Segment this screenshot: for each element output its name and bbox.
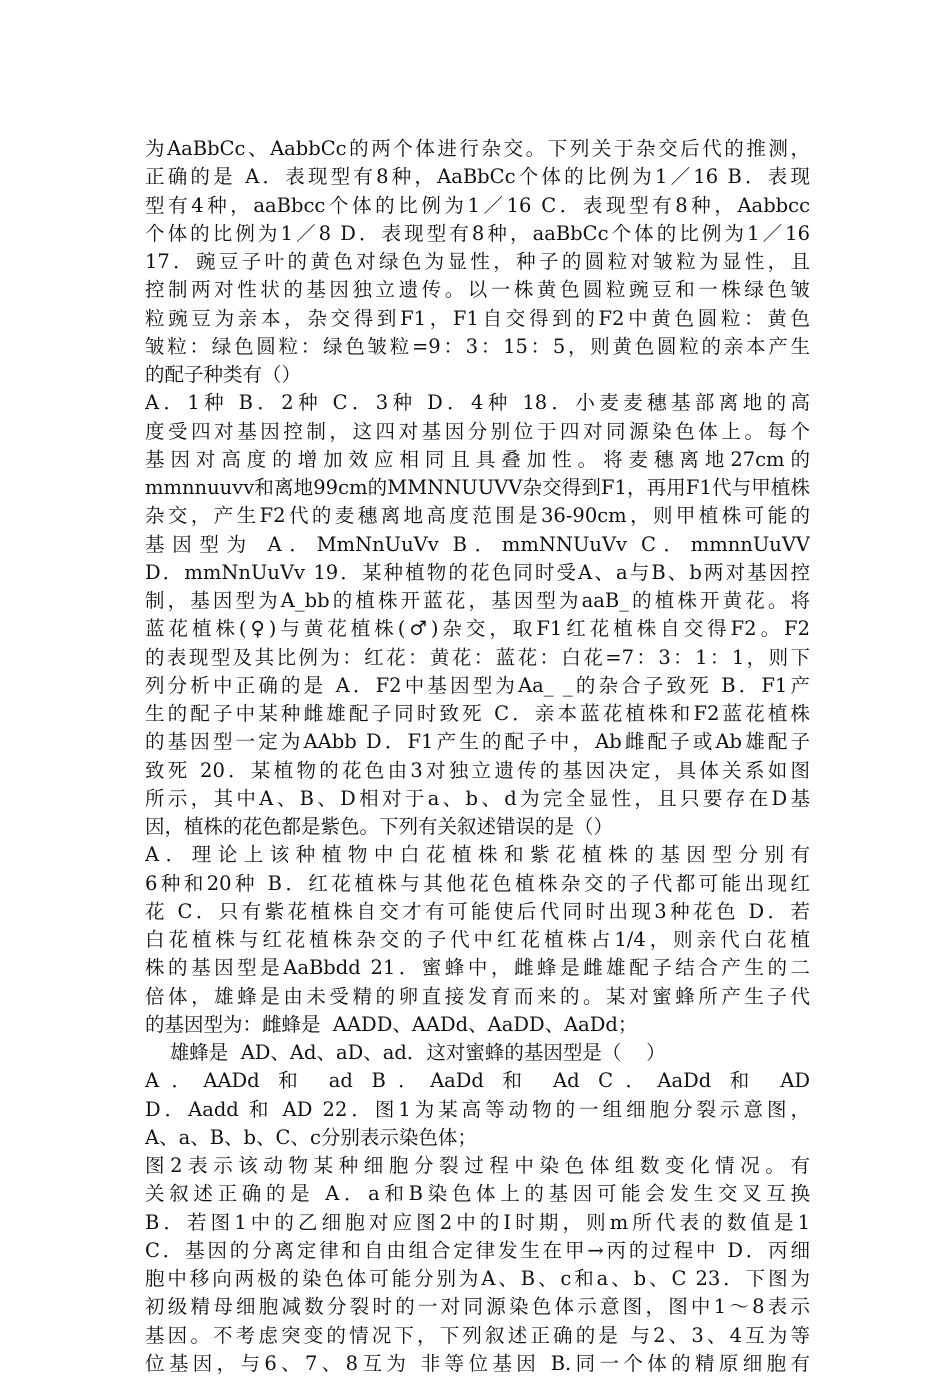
text-line: mmnnuuvv和离地99cm的MMNNUUVV杂交得到F1，再用F1代与甲植株 xyxy=(145,476,810,499)
text-line: 度受四对基因控制，这四对基因分别位于四对同源染色体上。每个 xyxy=(145,419,810,443)
text-line: 杂交，产生F2代的麦穗离地高度范围是36-90cm，则甲植株可能的 xyxy=(145,504,810,528)
text-line: A．理论上该种植物中白花植株和紫花植株的基因型分别有 xyxy=(145,843,810,867)
text-line: D．Aadd 和 AD 22．图1为某高等动物的一组细胞分裂示意图， xyxy=(145,1097,810,1121)
text-line: 控制两对性状的基因独立遗传。以一株黄色圆粒豌豆和一株绿色皱 xyxy=(145,278,810,302)
text-line: 花 C．只有紫花植株自交才有可能使后代同时出现3种花色 D．若 xyxy=(145,899,810,923)
text-line: 胞中移向两极的染色体可能分别为A、B、c和a、b、C 23．下图为 xyxy=(145,1267,810,1290)
text-line: 的基因型为：雌蜂是 AADD、AADd、AaDD、AaDd； xyxy=(145,1012,638,1036)
text-line: A．1种 B．2种 C．3种 D．4种 18．小麦麦穗基部离地的高 xyxy=(145,391,810,415)
text-line: A．AADd 和 ad B．AaDd 和 Ad C．AaDd 和 AD xyxy=(145,1069,810,1093)
text-line: 蓝花植株(♀)与黄花植株(♂)杂交，取F1红花植株自交得F2。F2 xyxy=(145,617,810,641)
text-line: 型有4种，aaBbcc个体的比例为1／16 C．表现型有8种，Aabbcc xyxy=(145,193,810,217)
text-line: 株的基因型是AaBbdd 21．蜜蜂中，雌蜂是雌雄配子结合产生的二 xyxy=(145,956,810,980)
text-line: 列分析中正确的是 A．F2中基因型为Aa_ _的杂合子致死 B．F1产 xyxy=(145,673,810,697)
text-line: 白花植株与红花植株杂交的子代中红花植株占1/4，则亲代白花植 xyxy=(145,928,810,951)
text-line: 个体的比例为1／8 D．表现型有8种，aaBbCc个体的比例为1／16 xyxy=(145,221,810,245)
text-line: 粒豌豆为亲本，杂交得到F1，F1自交得到的F2中黄色圆粒：黄色 xyxy=(145,306,810,330)
text-line: 正确的是 A．表现型有8种，AaBbCc个体的比例为1／16 B．表现 xyxy=(145,165,810,189)
text-line: 17．豌豆子叶的黄色对绿色为显性，种子的圆粒对皱粒为显性，且 xyxy=(145,250,810,273)
text-line: 基因对高度的增加效应相同且具叠加性。将麦穗离地27cm的 xyxy=(145,447,810,471)
text-line: 为AaBbCc、AabbCc的两个体进行杂交。下列关于杂交后代的推测， xyxy=(145,137,810,160)
text-line: 皱粒：绿色圆粒：绿色皱粒=9：3：15：5，则黄色圆粒的亲本产生 xyxy=(145,334,810,358)
text-line: 位基因，与6、7、8互为 非等位基因 B.同一个体的精原细胞有 xyxy=(145,1351,810,1375)
text-line: 因，植株的花色都是紫色。下列有关叙述错误的是（） xyxy=(145,815,614,838)
text-line: 的配子种类有（） xyxy=(145,363,302,386)
text-line: B．若图1中的乙细胞对应图2中的Ⅰ时期，则m所代表的数值是1 xyxy=(145,1210,810,1234)
text-line: 的基因型一定为AAbb D．F1产生的配子中，Ab雌配子或Ab雄配子 xyxy=(145,730,810,754)
text-line: 关叙述正确的是 A．a和B染色体上的基因可能会发生交叉互换 xyxy=(145,1182,810,1206)
text-line: 倍体，雄蜂是由未受精的卵直接发育而来的。某对蜜蜂所产生子代 xyxy=(145,984,810,1008)
text-line: 雄蜂是 AD、Ad、aD、ad．这对蜜蜂的基因型是（ ） xyxy=(145,1041,666,1064)
text-line: 初级精母细胞减数分裂时的一对同源染色体示意图，图中1～8表示 xyxy=(145,1295,810,1319)
text-line: 图2表示该动物某种细胞分裂过程中染色体组数变化情况。有 xyxy=(145,1154,810,1177)
text-line: 基因。不考虑突变的情况下，下列叙述正确的是 与2、3、4互为等 xyxy=(145,1323,810,1347)
text-line: 制，基因型为A_bb的植株开蓝花，基因型为aaB_的植株开黄花。将 xyxy=(145,589,810,612)
text-line: 所示，其中A、B、D相对于a、b、d为完全显性，且只要存在D基 xyxy=(145,786,810,810)
text-line: D．mmNnUuVv 19．某种植物的花色同时受A、a与B、b两对基因控 xyxy=(145,560,810,584)
text-line: C．基因的分离定律和自由组合定律发生在甲→丙的过程中 D．丙细 xyxy=(145,1238,810,1262)
text-line: 的表现型及其比例为：红花：黄花：蓝花：白花=7：3：1：1，则下 xyxy=(145,645,810,669)
text-line: A、a、B、b、C、c分别表示染色体； xyxy=(145,1125,477,1149)
text-line: 致死 20．某植物的花色由3对独立遗传的基因决定，具体关系如图 xyxy=(145,758,810,782)
text-line: 6种和20种 B．红花植株与其他花色植株杂交的子代都可能出现红 xyxy=(145,871,810,895)
text-line: 基因型为 A．MmNnUuVv B．mmNNUuVv C．mmnnUuVV xyxy=(145,532,810,556)
text-line: 生的配子中某种雌雄配子同时致死 C．亲本蓝花植株和F2蓝花植株 xyxy=(145,702,810,725)
